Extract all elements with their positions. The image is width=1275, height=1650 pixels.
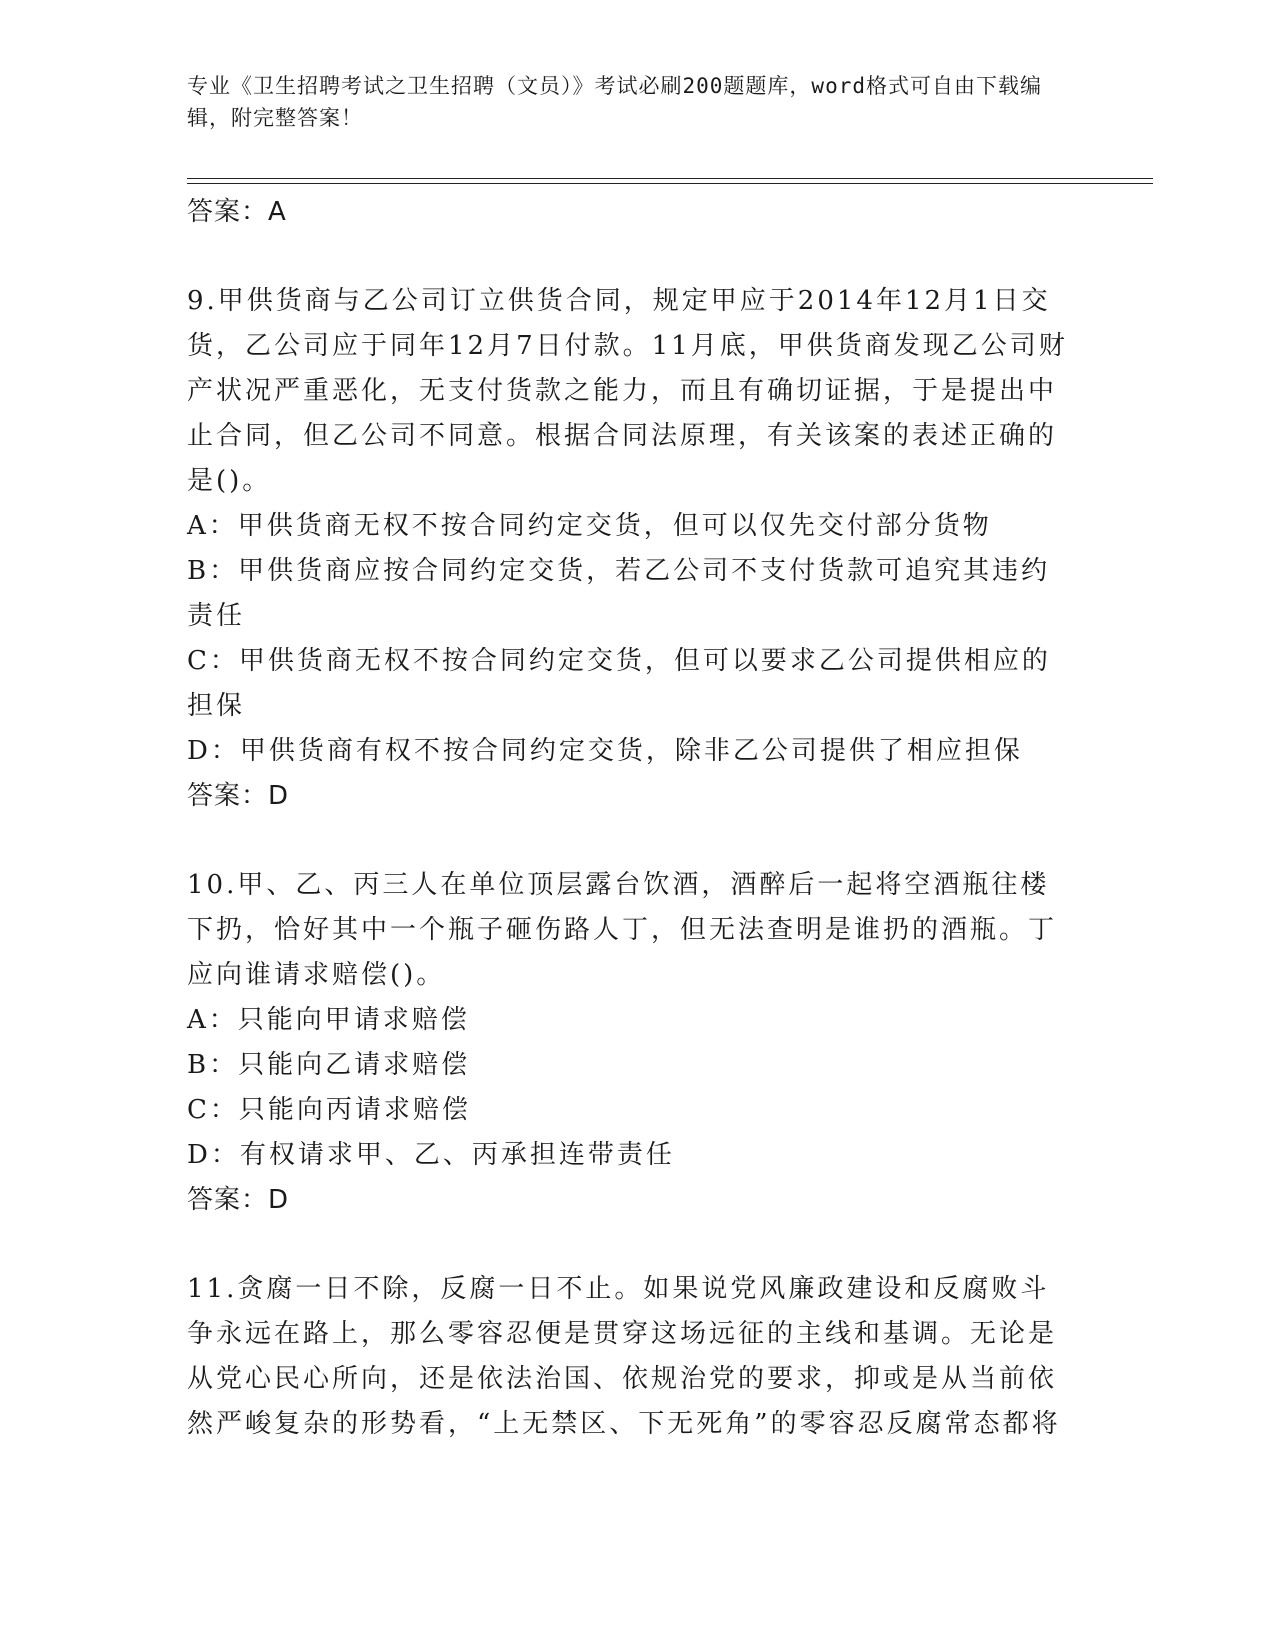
- question-9: [187, 279, 1072, 819]
- page-header: 专业《卫生招聘考试之卫生招聘（文员）》考试必刷200题题库，word格式可自由下载编辑，附完整答案！: [187, 74, 1042, 130]
- option-a: A：只能向甲请求赔偿: [187, 1005, 470, 1035]
- question-stem: 10.甲、乙、丙三人在单位顶层露台饮酒，酒醉后一起将空酒瓶往楼下扔，恰好其中一个瓶子砸伤路人丁，但无法查明是谁扔的酒瓶。丁应向谁请求赔偿()。: [187, 870, 1058, 990]
- option-c: C：只能向丙请求赔偿: [187, 1095, 471, 1125]
- option-b: B：甲供货商应按合同约定交货，若乙公司不支付货款可追究其违约责任: [187, 556, 1051, 631]
- option-d: D：甲供货商有权不按合同约定交货，除非乙公司提供了相应担保: [187, 736, 1023, 766]
- header-divider-top: [187, 178, 1153, 179]
- question-11: [187, 1267, 1072, 1447]
- question-10: [187, 863, 1072, 1223]
- option-b: B：只能向乙请求赔偿: [187, 1050, 471, 1080]
- option-a: A：甲供货商无权不按合同约定交货，但可以仅先交付部分货物: [187, 511, 992, 541]
- option-d: D：有权请求甲、乙、丙承担连带责任: [187, 1140, 675, 1170]
- answer: 答案：D: [187, 1185, 290, 1215]
- question-stem: 11.贪腐一日不除，反腐一日不止。如果说党风廉政建设和反腐败斗争永远在路上，那么零容忍便是贯穿这场远征的主线和基调。无论是从党心民心所向，还是依法治国、依规治党的要求，抑或是从当前依然严峻复杂的形势看，“上无禁区、下无死角”的零容忍反腐常态都将: [187, 1274, 1061, 1439]
- question-stem: 9.甲供货商与乙公司订立供货合同，规定甲应于2014年12月1日交货，乙公司应于同年12月7日付款。11月底，甲供货商发现乙公司财产状况严重恶化，无支付货款之能力，而且有确切证据，于是提出中止合同，但乙公司不同意。根据合同法原理，有关该案的表述正确的是()。: [187, 286, 1068, 496]
- option-c: C：甲供货商无权不按合同约定交货，但可以要求乙公司提供相应的担保: [187, 646, 1051, 721]
- header-divider-bottom: [187, 183, 1153, 184]
- previous-answer: 答案：A: [187, 197, 287, 227]
- question-content: [187, 190, 1072, 1447]
- answer: 答案：D: [187, 781, 290, 811]
